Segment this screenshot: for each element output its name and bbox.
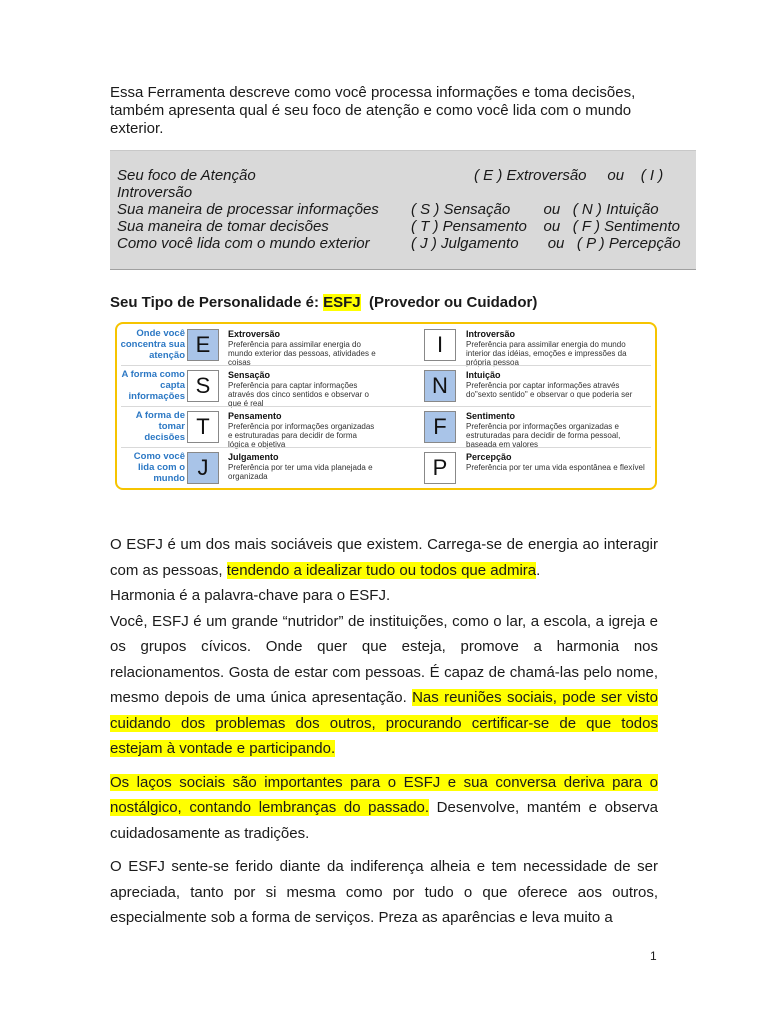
mbti-row-decisions (117, 408, 655, 448)
mbti-letter-f: F (424, 411, 456, 443)
text-span: O ESFJ é um dos mais sociáveis que existem. Carrega-se de energia ao interagir com as pessoas, (110, 536, 658, 579)
focus-row-left: Como você lida com o mundo exterior (117, 235, 370, 252)
mbti-left-title: Extroversão (228, 329, 281, 339)
mbti-row-information (117, 367, 655, 407)
mbti-right-desc: Preferência para assimilar energia do mundo interior das idéias, emoções e impressões da própria pessoa (466, 340, 627, 367)
highlighted-text: Nas reuniões sociais, pode ser visto cuidando dos problemas dos outros, procurando certificar-se de que todos estejam à vontade e participando. (110, 689, 658, 757)
focus-row-right: ( T ) Pensamento ou ( F ) Sentimento (411, 218, 680, 235)
mbti-letter-t: T (187, 411, 219, 443)
focus-row-left: Seu foco de Atenção (117, 167, 256, 184)
mbti-letter-n: N (424, 370, 456, 402)
focus-row-right: ( E ) Extroversão ou ( I ) (474, 167, 664, 184)
mbti-right-desc: Preferência por informações organizadas e estruturadas para decidir de forma pessoal, baseada em valores (466, 422, 621, 449)
focus-attention-box (110, 150, 696, 270)
mbti-letter-s: S (187, 370, 219, 402)
highlighted-text: tendendo a idealizar tudo ou todos que admira (226, 561, 537, 579)
mbti-dimensions-chart (115, 322, 657, 490)
mbti-right-text (466, 452, 646, 472)
highlighted-text: Os laços sociais são importantes para o ESFJ e sua conversa deriva para o nostálgico, contando lembranças do passado. (110, 773, 658, 816)
intro-paragraph: Essa Ferramenta descreve como você processa informações e toma decisões, também apresenta qual é seu foco de atenção e como você lida com o mundo exterior. (110, 84, 636, 137)
mbti-divider (121, 406, 651, 407)
personality-prefix: Seu Tipo de Personalidade é: (110, 294, 324, 311)
mbti-row-label: A forma como capta informações (121, 369, 185, 402)
mbti-divider (121, 365, 651, 366)
text-span: Desenvolve, mantém e observa cuidadosamente as tradições. (110, 799, 658, 842)
mbti-left-desc: Preferência para assimilar energia do mundo exterior das pessoas, atividades e coisas (228, 340, 376, 367)
mbti-right-desc: Preferência por captar informações através do"sexto sentido" e observar o que poderia ser (466, 381, 633, 399)
mbti-right-title: Percepção (466, 452, 512, 462)
personality-type-heading (110, 294, 537, 311)
mbti-row-label: Como você lida com o mundo (133, 451, 185, 484)
page-number: 1 (650, 949, 657, 963)
focus-row-decisions (117, 218, 329, 235)
mbti-left-title: Julgamento (228, 452, 279, 462)
personality-type-code: ESFJ (323, 294, 361, 311)
paragraph-1 (110, 532, 658, 583)
mbti-row-world (117, 449, 655, 489)
body-text (110, 532, 658, 931)
mbti-row-attention (117, 326, 655, 366)
mbti-left-title: Sensação (228, 370, 271, 380)
mbti-right-title: Sentimento (466, 411, 516, 421)
focus-row-left: Sua maneira de tomar decisões (117, 218, 329, 235)
text-span: . (536, 561, 541, 579)
mbti-left-desc: Preferência por informações organizadas e estruturadas para decidir de forma lógica e objetiva (228, 422, 375, 449)
mbti-letter-p: P (424, 452, 456, 484)
mbti-right-text (466, 370, 646, 399)
focus-row-left: Sua maneira de processar informações (117, 201, 379, 218)
paragraph-2: Harmonia é a palavra-chave para o ESFJ. (110, 587, 391, 604)
focus-row-processing (117, 201, 379, 218)
mbti-right-title: Introversão (466, 329, 516, 339)
mbti-left-title: Pensamento (228, 411, 282, 421)
mbti-left-desc: Preferência para captar informações através dos cinco sentidos e observar o que é real (228, 381, 369, 408)
mbti-row-label: Onde você concentra sua atenção (120, 328, 185, 361)
mbti-letter-e: E (187, 329, 219, 361)
mbti-letter-i: I (424, 329, 456, 361)
text-span: Você, ESFJ é um grande “nutridor” de instituições, como o lar, a escola, a igreja e os grupos cívicos. Onde quer que esteja, promove a harmonia nos relacionamentos. Gosta de estar com pessoas. É capaz de chamá-las pelo nome, mesmo depois de uma única apresentação. (110, 612, 658, 706)
mbti-left-text (228, 411, 378, 449)
paragraph-5: O ESFJ sente-se ferido diante da indiferença alheia e tem necessidade de ser apreciada, tanto por si mesma como por tudo o que oferece aos outros, especialmente sob a forma de serviços. Preza as aparências e leva muito a (110, 858, 658, 926)
paragraph-3 (110, 609, 658, 762)
mbti-letter-j: J (187, 452, 219, 484)
focus-row-attention (117, 167, 256, 184)
mbti-right-text (466, 329, 646, 367)
mbti-right-desc: Preferência por ter uma vida espontânea e flexível (466, 463, 645, 472)
mbti-left-desc: Preferência por ter uma vida planejada e organizada (228, 463, 373, 481)
focus-row-cont: Introversão (117, 184, 193, 201)
mbti-left-text (228, 329, 378, 367)
mbti-divider (121, 447, 651, 448)
focus-row-right: ( S ) Sensação ou ( N ) Intuição (411, 201, 659, 218)
mbti-right-text (466, 411, 646, 449)
paragraph-4 (110, 770, 658, 847)
focus-row-world (117, 235, 370, 252)
mbti-left-text (228, 452, 378, 481)
mbti-row-label: A forma de tomar decisões (135, 410, 185, 443)
mbti-left-text (228, 370, 378, 408)
personality-type-name: (Provedor ou Cuidador) (360, 294, 538, 311)
mbti-right-title: Intuição (466, 370, 501, 380)
focus-row-right: ( J ) Julgamento ou ( P ) Percepção (411, 235, 681, 252)
